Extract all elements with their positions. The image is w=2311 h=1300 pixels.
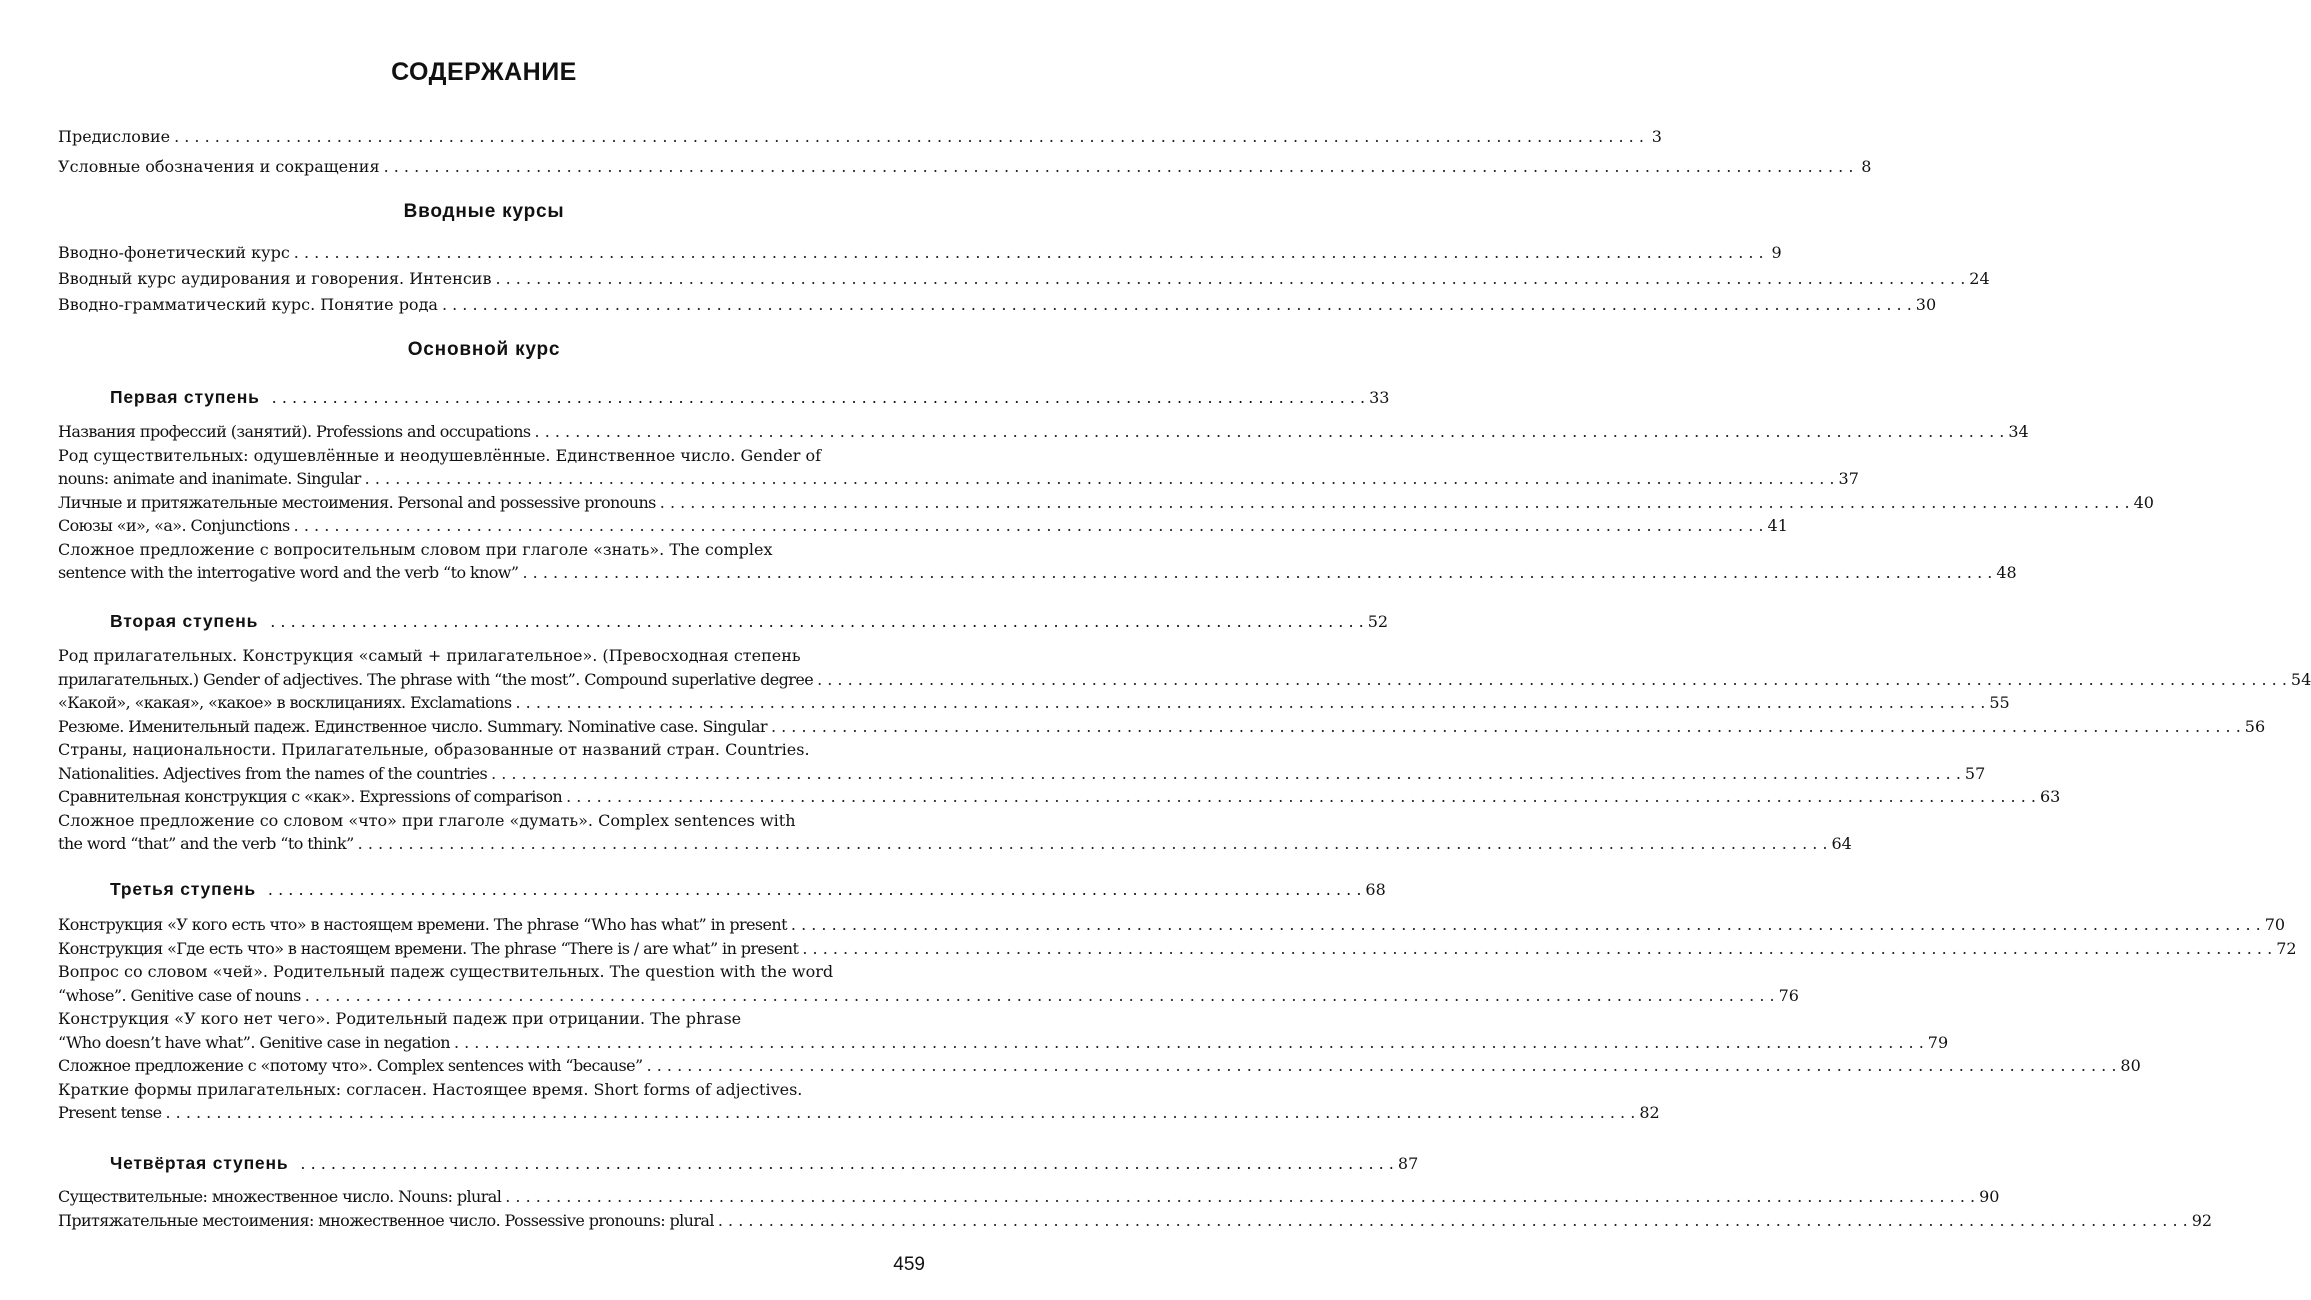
- toc-entry-title: “Who doesn’t have what”. Genitive case in negation: [58, 1032, 450, 1052]
- dot-leader: [294, 514, 1764, 538]
- toc-entry-page: 57: [1964, 763, 1986, 783]
- dot-leader: [294, 240, 1764, 266]
- dot-leader: [566, 785, 2036, 809]
- dot-leader: [272, 385, 1365, 411]
- toc-entry-title: Сложное предложение с «потому что». Complex sentences with “because”: [58, 1056, 643, 1075]
- toc-entry[interactable]: [58, 491, 2154, 515]
- toc-entry-page: 3: [1651, 127, 1662, 146]
- toc-entry[interactable]: [58, 467, 1859, 491]
- toc-entry[interactable]: [58, 785, 2061, 809]
- toc-entry-page: 37: [1838, 469, 1859, 488]
- stage-4: [58, 1150, 1419, 1176]
- toc-entry-title: Названия профессий (занятий). Professions and occupations: [58, 422, 531, 441]
- dot-leader: [358, 832, 1828, 856]
- toc-entry-page: 76: [1778, 985, 1799, 1005]
- section-heading-intro: Вводные курсы: [403, 201, 565, 222]
- toc-entry-title: Резюме. Именительный падеж. Единственное число. Summary. Nominative case. Singular: [58, 716, 767, 736]
- page-title: СОДЕРЖАНИЕ: [391, 58, 577, 86]
- toc-entry-page: 82: [1639, 1103, 1660, 1122]
- stage-page: 87: [1397, 1154, 1419, 1173]
- toc-entry-page: 41: [1767, 516, 1788, 535]
- dot-leader: [802, 937, 2272, 961]
- toc-entry[interactable]: [58, 1031, 1949, 1055]
- dot-leader: [522, 561, 1992, 585]
- toc-entry-title: the word “that” and the verb “to think”: [58, 834, 354, 853]
- dot-leader: [305, 984, 1775, 1008]
- page-number: 459: [893, 1254, 925, 1275]
- toc-entry-line: Страны, национальности. Прилагательные, образованные от названий стран. Countries.: [58, 740, 810, 759]
- toc-entry[interactable]: [58, 913, 2286, 937]
- dot-leader: [647, 1054, 2117, 1078]
- stage-heading[interactable]: [110, 608, 1389, 634]
- toc-entry-page: 90: [1979, 1187, 2000, 1206]
- toc-entry[interactable]: [58, 152, 1872, 182]
- toc-entry-page: 48: [1996, 563, 2017, 582]
- stage-title: Вторая ступень: [110, 611, 259, 631]
- toc-entry-page: 64: [1831, 834, 1852, 853]
- stage-heading[interactable]: [110, 1150, 1419, 1176]
- stage-title: Третья ступень: [110, 879, 256, 899]
- toc-entry-line: Конструкция «У кого нет чего». Родительный падеж при отрицании. The phrase: [58, 1009, 742, 1028]
- toc-entry-page: 56: [2244, 716, 2266, 736]
- dot-leader: [300, 1151, 1393, 1177]
- toc-entry-title: Конструкция «У кого есть что» в настоящем времени. The phrase “Who has what” in present: [58, 915, 787, 934]
- toc-entry-page: 54: [2290, 669, 2311, 689]
- toc-entry[interactable]: [58, 1054, 2141, 1078]
- stage-1: [58, 384, 1390, 410]
- stage-page: 52: [1367, 612, 1389, 631]
- toc-entry-title: Личные и притяжательные местоимения. Personal and possessive pronouns: [58, 492, 656, 512]
- stage-2-entries: [58, 644, 2311, 856]
- dot-leader: [535, 420, 2005, 444]
- toc-entry-page: 8: [1861, 157, 1872, 176]
- stage-2: [58, 608, 1389, 634]
- toc-entry-page: 24: [1969, 269, 1990, 288]
- toc-entry-title: Present tense: [58, 1103, 162, 1122]
- toc-entry[interactable]: [58, 1101, 1660, 1125]
- toc-entry-title: sentence with the interrogative word and the verb “to know”: [58, 563, 519, 582]
- toc-entry-title: Nationalities. Adjectives from the names of the countries: [58, 763, 488, 783]
- toc-entry-page: 34: [2008, 422, 2029, 441]
- toc-entry[interactable]: [58, 266, 1990, 292]
- stage-title: Четвёртая ступень: [110, 1153, 289, 1173]
- toc-entry[interactable]: [58, 668, 2311, 692]
- toc-entry[interactable]: [58, 937, 2297, 961]
- toc-entry-title: “whose”. Genitive case of nouns: [58, 985, 301, 1005]
- dot-leader: [516, 691, 1986, 715]
- dot-leader: [660, 491, 2130, 515]
- toc-entry[interactable]: [58, 691, 2010, 715]
- dot-leader: [270, 609, 1363, 635]
- toc-entry-title: Существительные: множественное число. Nouns: plural: [58, 1187, 502, 1206]
- toc-entry-page: 63: [2039, 787, 2061, 806]
- toc-entry[interactable]: [58, 832, 1852, 856]
- stage-3-entries: [58, 913, 2297, 1125]
- toc-entry-title: Предисловие: [58, 127, 171, 146]
- intro-entries: [58, 240, 1990, 318]
- toc-entry-line: Сложное предложение со словом «что» при глаголе «думать». Complex sentences with: [58, 810, 796, 830]
- stage-heading[interactable]: [110, 384, 1390, 410]
- dot-leader: [442, 292, 1912, 318]
- stage-4-entries: [58, 1185, 2213, 1232]
- toc-entry-title: Вводно-грамматический курс. Понятие рода: [58, 295, 438, 314]
- toc-entry-page: 40: [2133, 492, 2154, 512]
- front-matter: [58, 122, 1872, 182]
- toc-entry-page: 55: [1989, 693, 2010, 712]
- toc-entry[interactable]: [58, 762, 1986, 786]
- toc-entry-title: Сравнительная конструкция с «как». Expressions of comparison: [58, 787, 563, 806]
- toc-entry-title: nouns: animate and inanimate. Singular: [58, 469, 361, 488]
- toc-entry-line: Краткие формы прилагательных: согласен. Настоящее время. Short forms of adjectives.: [58, 1079, 803, 1099]
- dot-leader: [165, 1101, 1635, 1125]
- toc-entry-title: «Какой», «какая», «какое» в восклицаниях. Exclamations: [58, 693, 512, 712]
- toc-entry[interactable]: [58, 984, 1799, 1008]
- toc-entry-page: 30: [1915, 295, 1937, 314]
- section-heading-main: Основной курс: [407, 339, 561, 360]
- dot-leader: [771, 715, 2241, 739]
- dot-leader: [505, 1185, 1975, 1209]
- stage-title: Первая ступень: [110, 387, 260, 407]
- toc-entry-title: Притяжательные местоимения: множественное число. Possessive pronouns: plural: [58, 1210, 714, 1230]
- toc-entry[interactable]: [58, 514, 1788, 538]
- dot-leader: [365, 467, 1835, 491]
- stage-heading[interactable]: [110, 876, 1386, 902]
- dot-leader: [491, 762, 1961, 786]
- toc-entry-page: 72: [2276, 938, 2297, 958]
- toc-entry-line: Вопрос со словом «чей». Родительный падеж существительных. The question with the word: [58, 962, 834, 981]
- toc-entry-line: Сложное предложение с вопросительным словом при глаголе «знать». The complex: [58, 539, 773, 559]
- toc-entry-title: Союзы «и», «а». Conjunctions: [58, 516, 290, 535]
- dot-leader: [791, 913, 2261, 937]
- toc-entry-title: Вводный курс аудирования и говорения. Интенсив: [58, 269, 492, 288]
- dot-leader: [817, 668, 2287, 692]
- stage-page: 33: [1369, 388, 1390, 407]
- toc-entry[interactable]: [58, 1185, 2000, 1209]
- toc-entry-title: прилагательных.) Gender of adjectives. The phrase with “the most”. Compound superlative degree: [58, 669, 814, 689]
- toc-entry-title: Вводно-фонетический курс: [58, 243, 290, 262]
- toc-entry[interactable]: [58, 240, 1782, 266]
- dot-leader: [718, 1209, 2188, 1233]
- toc-entry-title: Условные обозначения и сокращения: [58, 157, 380, 176]
- stage-1-entries: [58, 420, 2154, 585]
- toc-entry[interactable]: [58, 420, 2029, 444]
- toc-entry[interactable]: [58, 561, 2017, 585]
- toc-entry-page: 79: [1927, 1032, 1949, 1052]
- toc-entry-line: Род существительных: одушевлённые и неодушевлённые. Единственное число. Gender of: [58, 445, 821, 465]
- dot-leader: [268, 877, 1361, 903]
- toc-entry-page: 80: [2120, 1056, 2141, 1075]
- dot-leader: [495, 266, 1965, 292]
- toc-entry[interactable]: [58, 292, 1937, 318]
- toc-entry-page: 9: [1771, 243, 1782, 262]
- dot-leader: [454, 1031, 1924, 1055]
- toc-entry[interactable]: [58, 122, 1662, 152]
- stage-3: [58, 876, 1386, 902]
- toc-entry-line: Род прилагательных. Конструкция «самый + прилагательное». (Превосходная степень: [58, 646, 801, 665]
- dot-leader: [174, 122, 1644, 152]
- toc-entry-page: 92: [2191, 1210, 2213, 1230]
- toc-entry[interactable]: [58, 1209, 2213, 1233]
- dot-leader: [384, 152, 1854, 182]
- stage-page: 68: [1365, 880, 1386, 899]
- toc-entry-page: 70: [2264, 915, 2286, 934]
- toc-entry-title: Конструкция «Где есть что» в настоящем времени. The phrase “There is / are what” in present: [58, 938, 799, 958]
- toc-entry[interactable]: [58, 715, 2266, 739]
